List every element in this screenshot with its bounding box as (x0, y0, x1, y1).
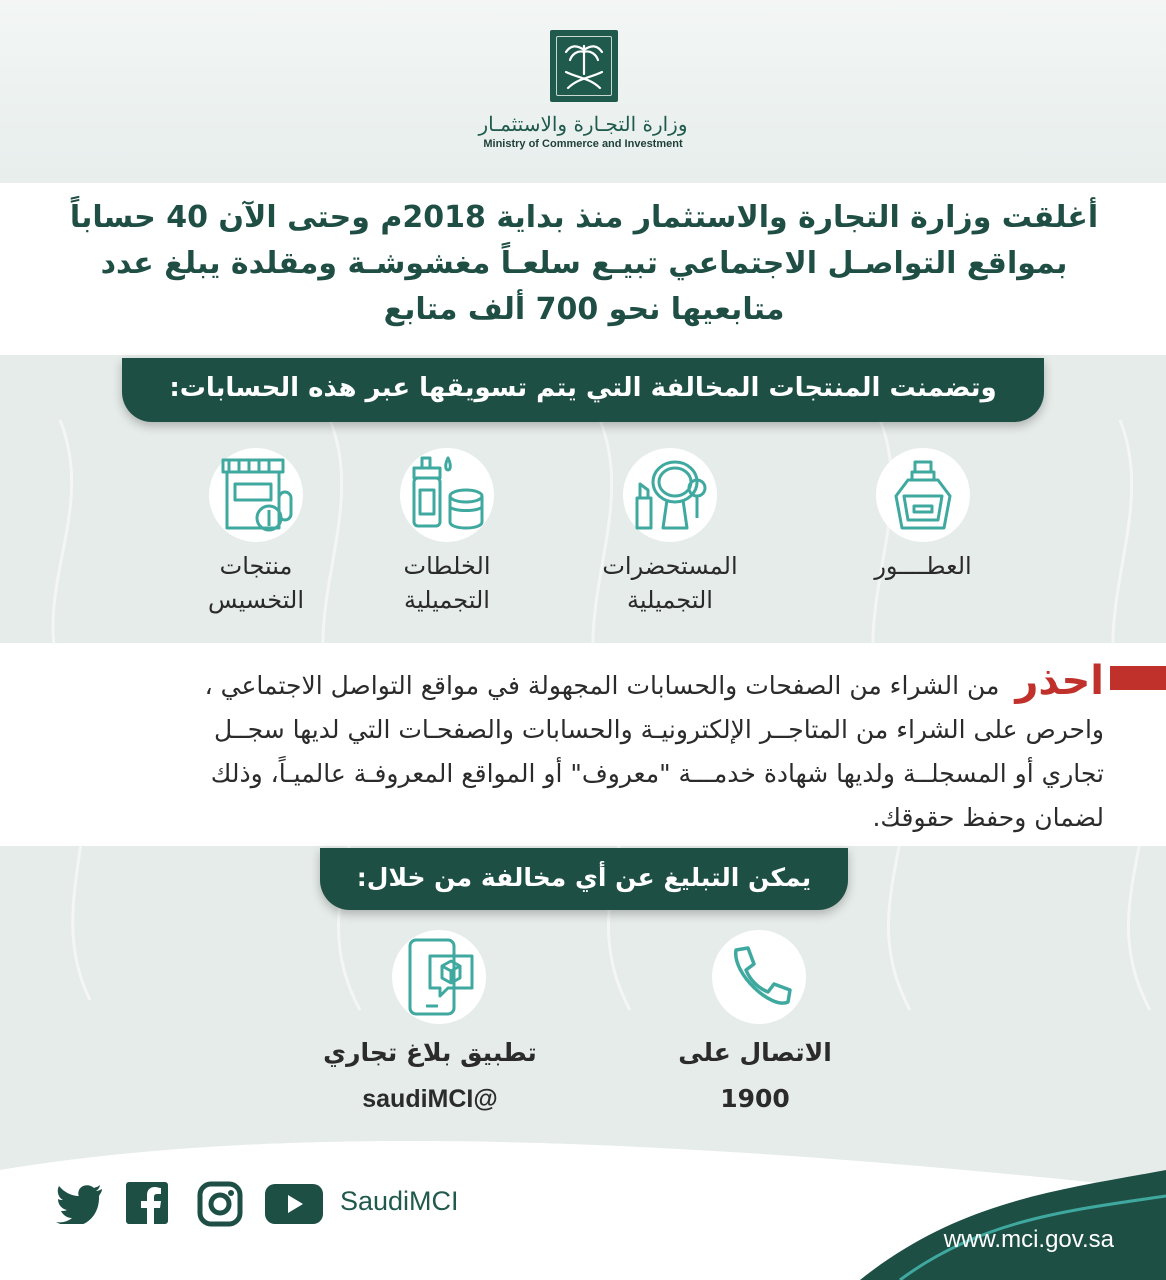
product-label-perfumes: العطــــور (874, 552, 972, 580)
cosmetics-mirror-icon (623, 448, 717, 542)
headline-line-2: بمواقع التواصـل الاجتماعي تبيـع سلعـاً مغشوشـة ومقلدة يبلغ عدد (100, 246, 1068, 281)
slimming-pills-icon (209, 448, 303, 542)
social-handle[interactable]: SaudiMCI (340, 1186, 459, 1216)
app-handle[interactable]: @saudiMCI (362, 1085, 498, 1113)
contact-app-label: تطبيق بلاغ تجاري @saudiMCI (300, 1030, 560, 1122)
products-header: وتضمنت المنتجات المخالفة التي يتم تسويقها عبر هذه الحسابات: (122, 358, 1044, 422)
ministry-name-arabic: وزارة التجـارة والاستثمـار (478, 112, 688, 136)
headline-line-1: أغلقت وزارة التجارة والاستثمار منذ بداية 2018م وحتى الآن 40 حساباً (69, 200, 1099, 235)
warning-line-2: واحرص على الشراء من المتاجــر الإلكترونيـة والحسابات والصفحـات التي لديها سجــل (214, 715, 1104, 744)
ministry-logo (470, 28, 696, 158)
headline-line-3: متابعيها نحو 700 ألف متابع (383, 292, 785, 327)
mobile-app-icon (392, 930, 486, 1024)
perfume-bottle-icon (876, 448, 970, 542)
cosmetic-mixtures-icon (400, 448, 494, 542)
instagram-icon[interactable] (197, 1181, 243, 1231)
twitter-icon[interactable] (56, 1184, 104, 1228)
product-label-cosmetics: المستحضرات التجميلية (602, 552, 738, 614)
warning-line-4: لضمان وحفظ حقوقك. (872, 803, 1104, 832)
footer-background (0, 1130, 1166, 1280)
phone-icon (712, 930, 806, 1024)
warning-text (74, 659, 1104, 840)
product-label-mixtures: الخلطات التجميلية (403, 552, 491, 614)
website-link[interactable]: www.mci.gov.sa (943, 1226, 1114, 1253)
warning-marker (1110, 666, 1166, 690)
ministry-name-english: Ministry of Commerce and Investment (483, 138, 683, 150)
warning-section (0, 643, 1166, 846)
contact-phone-label: الاتصال على 1900 (625, 1030, 885, 1122)
emblem-icon (550, 30, 618, 102)
headline-section (0, 183, 1166, 355)
youtube-icon[interactable] (265, 1184, 323, 1228)
warning-line-3: تجاري أو المسجلــة ولديها شهادة خدمـــة "معروف" أو المواقع المعروفـة عالميـاً، وذلك (210, 759, 1104, 788)
report-header: يمكن التبليغ عن أي مخالفة من خلال: (320, 848, 848, 910)
warning-keyword: احذر (1015, 658, 1104, 704)
phone-number[interactable]: 1900 (720, 1084, 790, 1113)
product-label-slimming: منتجات التخسيس (208, 552, 304, 614)
warning-line-1: من الشراء من الصفحات والحسابات المجهولة في مواقع التواصل الاجتماعي ، (204, 671, 1000, 700)
facebook-icon[interactable] (126, 1182, 168, 1228)
headline-text (24, 195, 1144, 333)
